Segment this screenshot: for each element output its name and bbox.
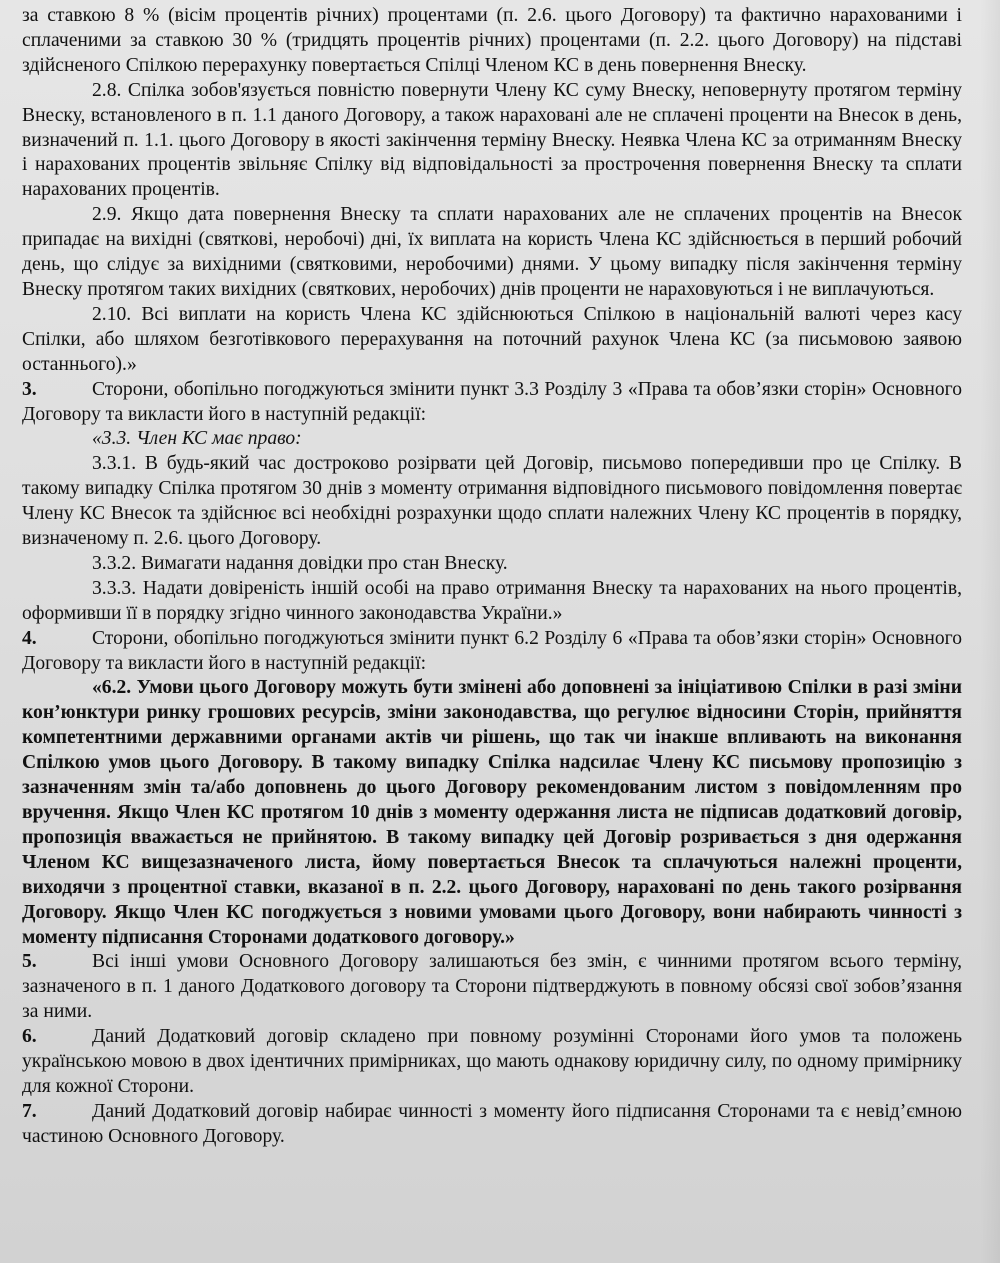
clause-3-text: Сторони, обопільно погоджуються змінити пункт 3.3 Розділу 3 «Права та обов’язки сторін» Основного Договору та викласти його в наступній редакції: — [22, 378, 962, 425]
clause-4-number: 4. — [22, 627, 37, 649]
paragraph-2-8: 2.8. Спілка зобов'язується повністю повернути Члену КС суму Внеску, неповернуту протягом терміну Внеску, встановленого в п. 1.1 даного Договору, а також нараховані але не сплачені проценти на Внесок в день, визначений п. 1.1. цього Договору в якості закінчення терміну Внеску. Неявка Члена КС за отриманням Внеску і нарахованих процентів звільняє Спілку від відповідальності за прострочення повернення Внеску та сплати нарахованих процентів. — [22, 79, 962, 201]
paragraph-continuation: за ставкою 8 % (вісім процентів річних) процентами (п. 2.6. цього Договору) та фактично нарахованими і сплаченими за ставкою 30 % (тридцять процентів річних) процентами (п. 2.2. цього Договору) на підставі здійсненого Спілкою перерахунку повертається Спілці Членом КС в день повернення Внеску. — [22, 5, 962, 76]
clause-6-number: 6. — [22, 1026, 37, 1048]
clause-7-text: Даний Додатковий договір набирає чинності з моменту його підписання Сторонами та є невід’ємною частиною Основного Договору. — [22, 1100, 962, 1147]
paragraph-3-3-heading: «3.3. Член КС має право: — [92, 428, 302, 450]
clause-5-number: 5. — [22, 951, 37, 973]
clause-3 — [22, 378, 962, 428]
page-edge-shadow — [980, 0, 1000, 1263]
clause-4 — [22, 627, 962, 677]
paragraph-2-10: 2.10. Всі виплати на користь Члена КС здійснюються Спілкою в національній валюті через касу Спілки, або шляхом безготівкового перерахування на поточний рахунок Члена КС (за письмовою заявою останнього).» — [22, 303, 962, 375]
paragraph-6-2: «6.2. Умови цього Договору можуть бути змінені або доповнені за ініціативою Спілки в разі зміни кон’юнктури ринку грошових ресурсів, зміни законодавства, що регулює відносини Сторін, прийняття компетентними державними органами актів чи рішень, що так чи інакше впливають на виконання Спілкою умов цього Договору. В такому випадку Спілка надсилає Члену КС письмову пропозицію з зазначенням змін та/або доповнень до цього Договору рекомендованим листом з повідомленням про вручення. Якщо Член КС протягом 10 днів з моменту одержання листа не підписав додатковий договір, пропозиція вважається не прийнятою. В такому випадку цей Договір розривається з дня одержання Членом КС вищезазначеного листа, йому повертається Внесок та сплачуються належні проценти, виходячи з процентної ставки, вказаної в п. 2.2. цього Договору, нараховані по день такого розірвання Договору. Якщо Член КС погоджується з новими умовами цього Договору, вони набирають чинності з моменту підписання Сторонами додаткового договору.» — [22, 677, 962, 948]
paragraph-3-3-1: 3.3.1. В будь-який час достроково розірвати цей Договір, письмово попередивши про це Спілку. В такому випадку Спілка протягом 30 днів з моменту отримання відповідного письмового повідомлення повертає Члену КС Внесок та здійснює всі необхідні розрахунки щодо сплати належних Члену КС процентів в порядку, визначеному п. 2.6. цього Договору. — [22, 453, 962, 550]
paragraph-3-3-3: 3.3.3. Надати довіреність іншій особі на право отримання Внеску та нарахованих на нього процентів, оформивши її в порядку згідно чинного законодавства України.» — [22, 577, 962, 624]
clause-7-number: 7. — [22, 1100, 37, 1122]
clause-4-text: Сторони, обопільно погоджуються змінити пункт 6.2 Розділу 6 «Права та обов’язки сторін» Основного Договору та викласти його в наступній редакції: — [22, 627, 962, 674]
clause-3-number: 3. — [22, 378, 37, 400]
paragraph-2-9: 2.9. Якщо дата повернення Внеску та сплати нарахованих але не сплачених процентів на Внесок припадає на вихідні (святкові, неробочі) дні, їх виплата на користь Члена КС здійснюється в перший робочий день, що слідує за вихідними (святковими, неробочими) днями. У цьому випадку після закінчення терміну Внеску протягом таких вихідних (святкових, неробочих) днів проценти не нараховуються і не виплачуються. — [22, 204, 962, 300]
clause-5 — [22, 950, 962, 1025]
clause-6-text: Даний Додатковий договір складено при повному розумінні Сторонами його умов та положень українською мовою в двох ідентичних примірниках, що мають однакову юридичну силу, по одному примірнику для кожної Сторони. — [22, 1026, 962, 1097]
clause-6 — [22, 1025, 962, 1100]
clause-5-text: Всі інші умови Основного Договору залишаються без змін, є чинними протягом всього терміну, зазначеного в п. 1 даного Додаткового договору та Сторони підтверджують в повному обсязі свої зобов’язання за ними. — [22, 951, 962, 1023]
clause-7 — [22, 1100, 962, 1150]
paragraph-3-3-2: 3.3.2. Вимагати надання довідки про стан Внеску. — [92, 552, 508, 574]
